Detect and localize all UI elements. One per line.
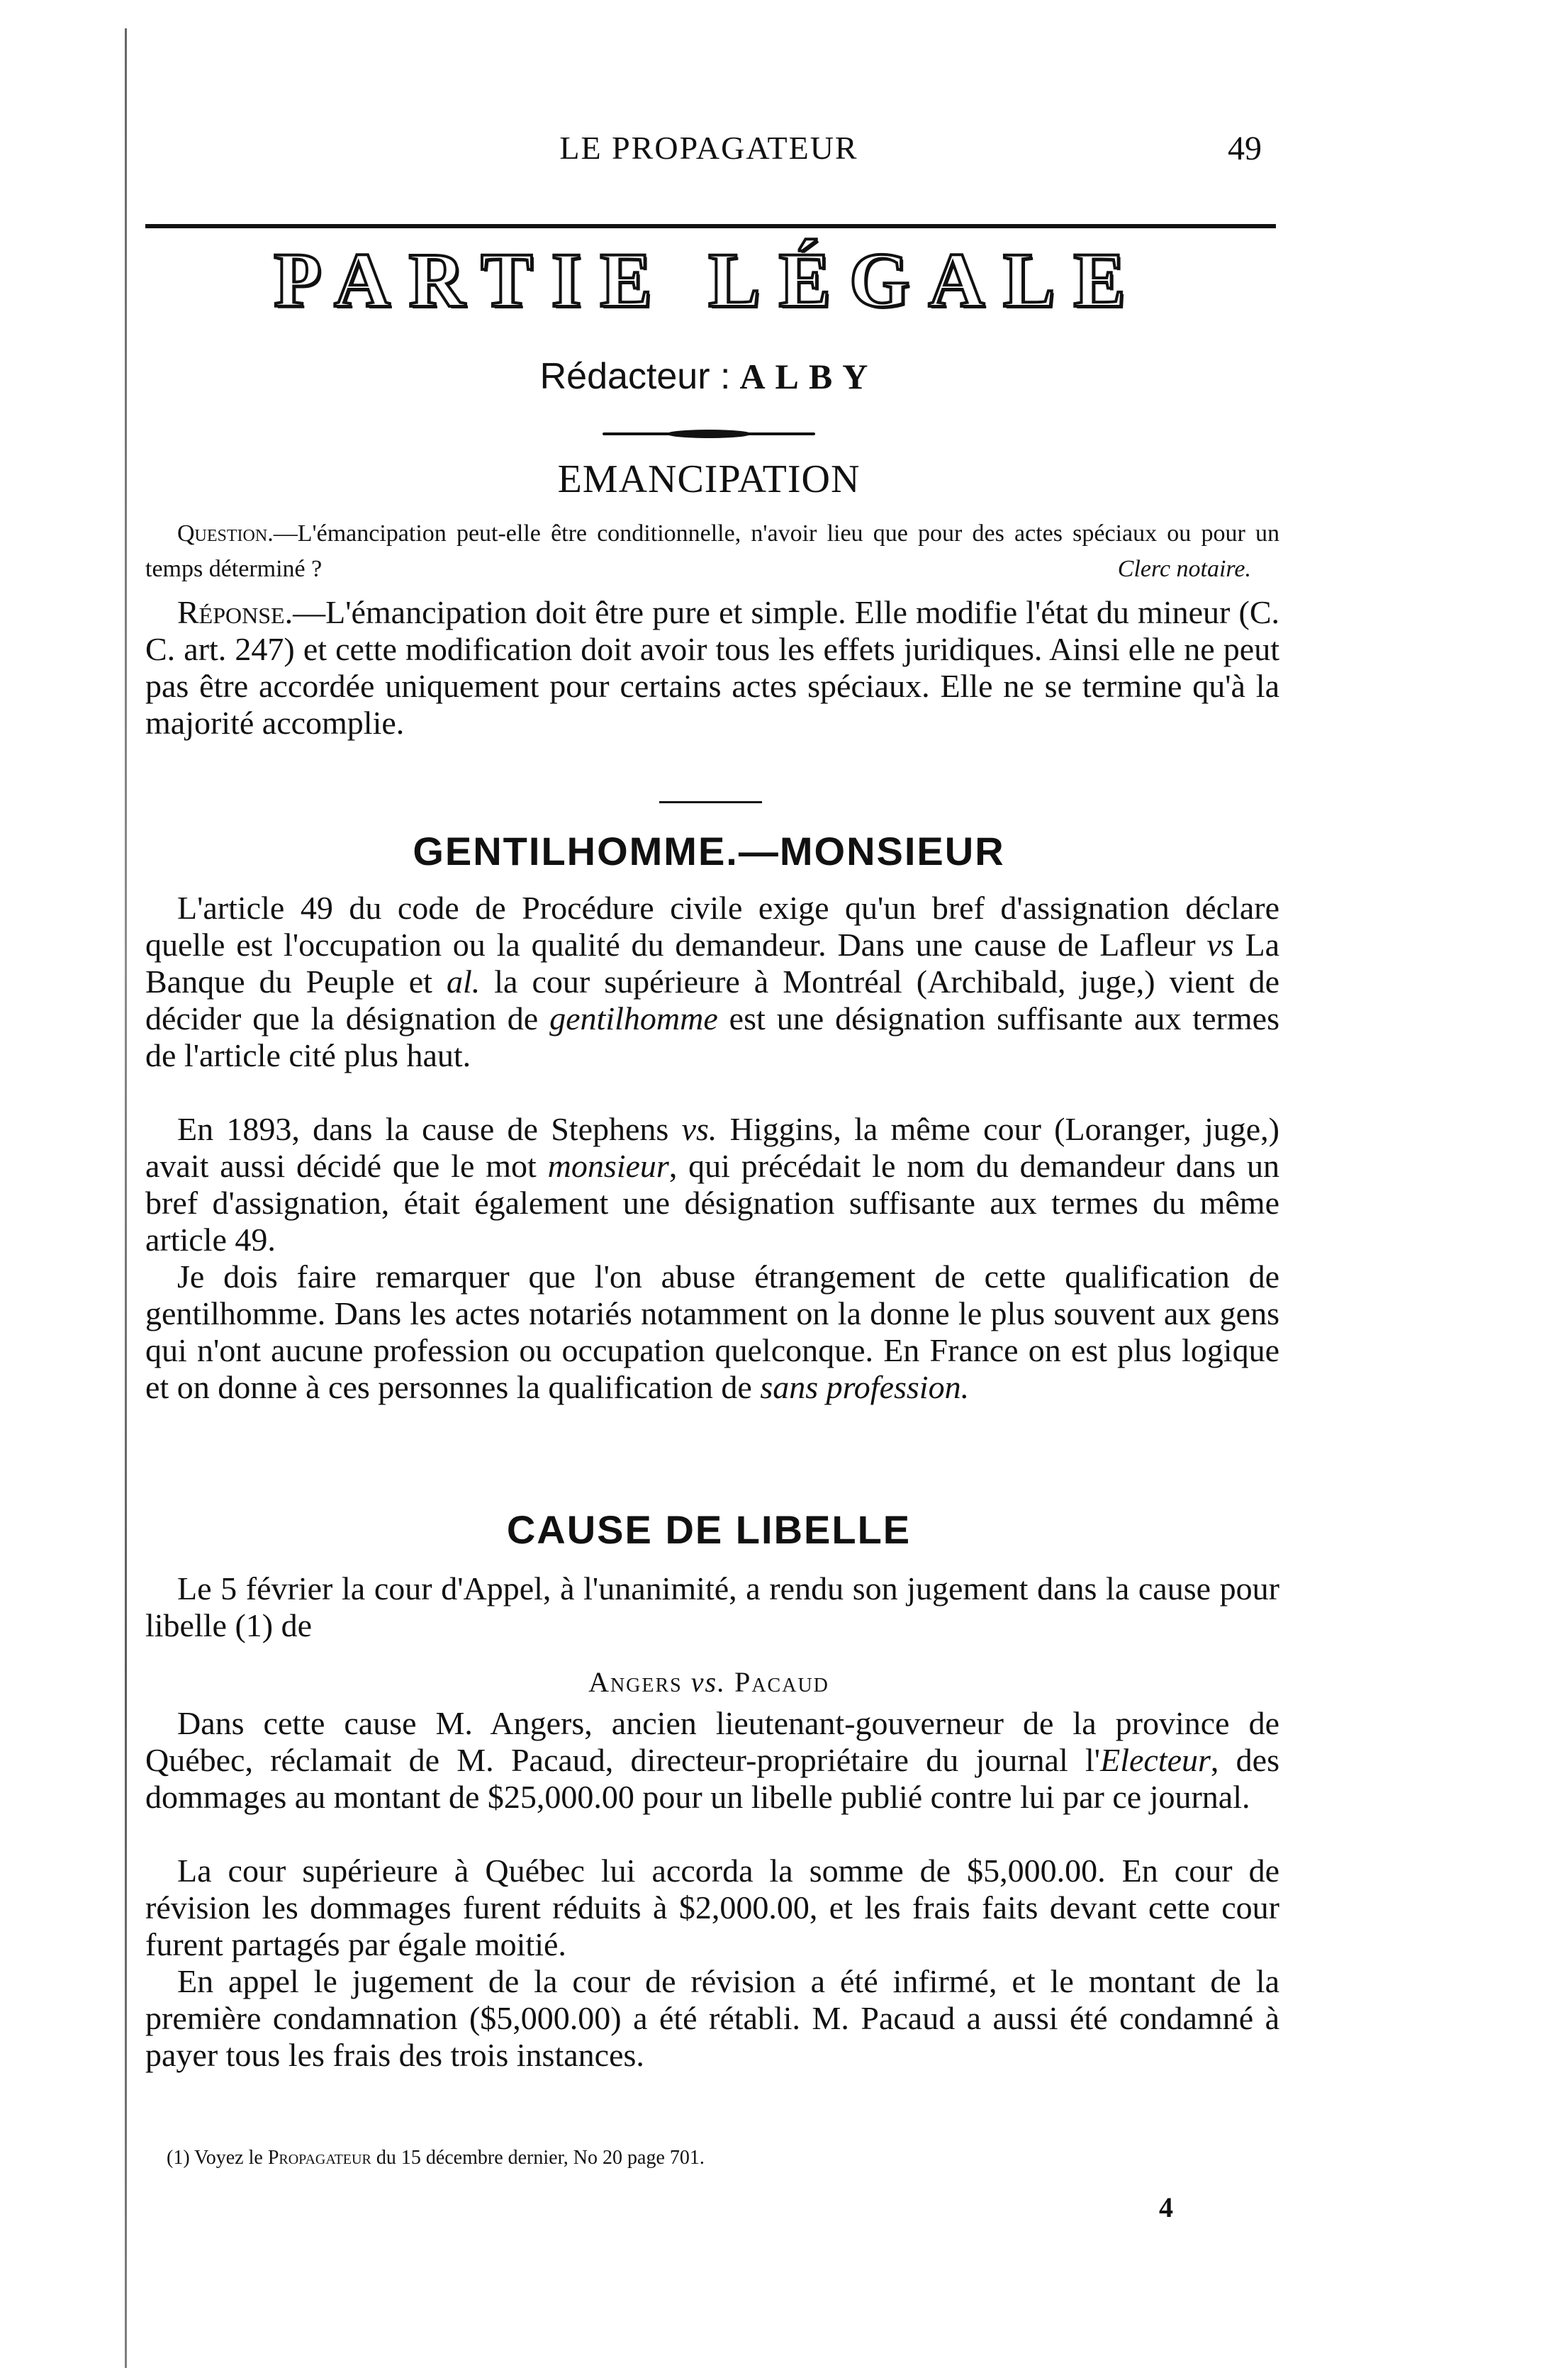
text-run: gentilhomme [549,1000,718,1037]
footnote [167,2148,1272,2168]
footnote-publication: Propagateur [267,2147,371,2169]
libelle-paragraph-2 [145,1705,1279,1816]
libelle-paragraph-4: En appel le jugement de la cour de révision a été infirmé, et le montant de la première condamnation ($5,000.00) a été rétabli. M. Pacaud a aussi été condamné à payer tous les frais des trois instances. [145,1963,1279,2073]
question-paragraph [145,516,1279,587]
header-rule [145,224,1276,228]
question-label: Question. [177,520,274,547]
text-run: Dans cette cause M. Angers, ancien lieutenant-gouverneur de la province de Québec, réclamait de M. Pacaud, directeur-propriétaire du journal l' [145,1705,1279,1778]
gentilhomme-paragraph-1 [145,890,1279,1074]
text-run: est une désignation suffisante aux termes de l'article cité plus haut. [145,1000,1279,1073]
gentilhomme-paragraph-2 [145,1111,1279,1258]
libelle-paragraph-3: La cour supérieure à Québec lui accorda la somme de $5,000.00. En cour de révision les dommages furent réduits à $2,000.00, et les frais faits devant cette cour furent partagés par égale moitié. [145,1853,1279,1962]
party-b: Pacaud [734,1666,829,1698]
heading-gentilhomme: GENTILHOMME.—MONSIEUR [413,829,1005,873]
party-a: Angers [588,1666,683,1698]
editor-label: Rédacteur : [539,356,731,397]
text-run: L'article 49 du code de Procédure civile exige qu'un bref d'assignation déclare quelle est l'occupation ou la qualité du demandeur. Dans une cause de Lafleur [145,890,1279,963]
text-run: vs [1206,927,1234,963]
page-number: 49 [1228,130,1262,167]
running-head [135,129,1283,172]
text-run: La Banque du Peuple et [145,927,1280,1000]
editor-name: ALBY [739,357,878,396]
answer-label: Réponse. [177,594,293,630]
answer-text: —L'émancipation doit être pure et simple. Elle modifie l'état du mineur (C. C. art. 247) et cette modification doit avoir tous les effets juridiques. Ainsi elle ne peut pas être accordée uniquement pour certains actes spéciaux. Elle ne se termine qu'à la majorité accomplie. [145,594,1279,741]
text-run: Higgins, la même cour (Loranger, juge,) avait aussi décidé que le mot [145,1111,1279,1184]
gentilhomme-paragraph-3 [145,1258,1279,1406]
question-signature: Clerc notaire. [1117,556,1251,582]
running-title: LE PROPAGATEUR [559,130,858,166]
text-run: sans profession. [760,1369,970,1405]
text-run: vs. [681,1111,717,1147]
text-run: Electeur [1100,1742,1211,1778]
footnote-text: du 15 décembre dernier, No 20 page 701. [371,2147,705,2169]
footnote-text: (1) Voyez le [167,2147,268,2169]
text-run: monsieur [547,1148,669,1184]
section-title: PARTIE LÉGALE [274,237,1144,323]
ornament-rule [603,432,815,435]
signature-mark: 4 [1159,2191,1173,2223]
text-run: En 1893, dans la cause de Stephens [177,1111,682,1147]
heading-emancipation: EMANCIPATION [557,457,861,501]
heading-libelle: CAUSE DE LIBELLE [506,1507,912,1552]
editor-line [135,358,1283,396]
answer-paragraph [145,594,1279,742]
divider-rule [659,801,762,803]
libelle-paragraph-1: Le 5 février la cour d'Appel, à l'unanimité, a rendu son jugement dans la cause pour libelle (1) de [145,1570,1279,1643]
text-run: al. [446,963,481,1000]
question-text: —L'émancipation peut-elle être conditionnelle, n'avoir lieu que pour des actes spéciaux ou pour un temps déterminé ? [145,520,1279,582]
text-run: Je dois faire remarquer que l'on abuse étrangement de cette qualification de gentilhomme. Dans les actes notariés notamment on la donne le plus souvent aux gens qui n'ont aucune profession ou occupation quelconque. En France on est plus logique et on donne à ces personnes la qualification de [145,1258,1279,1405]
versus: vs. [690,1666,727,1698]
text-run: , qui précédait le nom du demandeur dans un bref d'assignation, était également une désignation suffisante aux termes du même article 49. [145,1148,1279,1258]
margin-rule [125,28,127,2368]
case-parties [135,1668,1283,1697]
text-run: la cour supérieure à Montréal (Archibald, juge,) vient de décider que la désignation de [145,963,1279,1037]
text-run: , des dommages au montant de $25,000.00 pour un libelle publié contre lui par ce journal. [145,1742,1279,1815]
